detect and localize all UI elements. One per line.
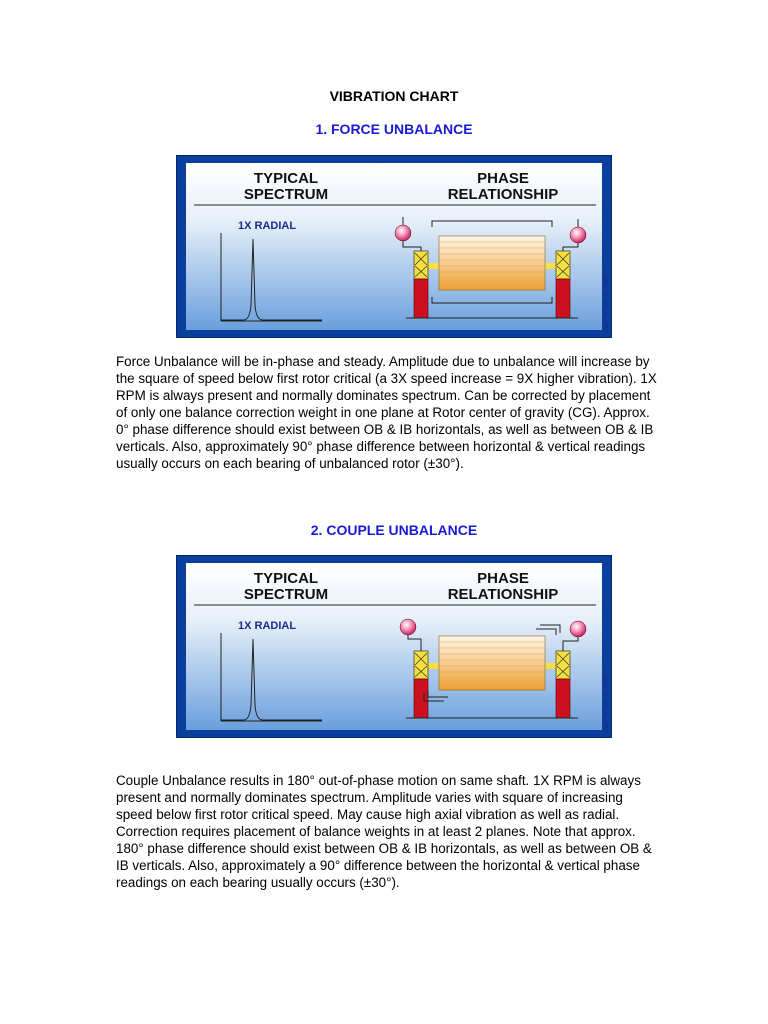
sensor-left: [400, 619, 416, 635]
copyright-mark: COPYRIGHT © 2001: [604, 276, 610, 333]
force-unbalance-figure: [176, 155, 612, 338]
phase-heading-line2: RELATIONSHIP: [447, 186, 559, 203]
phase-heading-line2: RELATIONSHIP: [447, 586, 559, 603]
spectrum-label: 1X RADIAL: [238, 220, 297, 232]
force-unbalance-description: Force Unbalance will be in-phase and steady. Amplitude due to unbalance will increase by the square of speed below first rotor critical (a 3X speed increase = 9X higher vibration). 1X RPM is always present and normally dominates spectrum. Can be corrected by placement of only one balance correction weight in one plane at Rotor center of gravity (CG). Approx. 0° phase difference should exist between OB & IB horizontals, as well as between OB & IB verticals. Also, approximately 90° phase difference between horizontal & vertical readings usually occurs on each bearing of unbalanced rotor (±30°).: [116, 354, 657, 471]
document-title: VIBRATION CHART: [329, 88, 459, 104]
bearing-right: [556, 251, 570, 279]
pedestal-right: [556, 279, 570, 318]
sensor-left: [395, 225, 411, 241]
rotor: [439, 636, 545, 690]
sensor-right: [570, 621, 586, 637]
spectrum-heading-line1: TYPICAL: [253, 570, 319, 587]
phase-heading-line1: PHASE: [477, 570, 529, 587]
sensor-right: [570, 227, 586, 243]
pedestal-left: [414, 279, 428, 318]
couple-unbalance-figure: [176, 555, 612, 738]
section-heading-couple-unbalance: 2. COUPLE UNBALANCE: [310, 522, 478, 538]
bearing-right: [556, 651, 570, 679]
spectrum-label: 1X RADIAL: [238, 620, 297, 632]
rotor: [439, 236, 545, 290]
phase-heading-line1: PHASE: [477, 170, 529, 187]
copyright-mark: COPYRIGHT © 2001: [604, 676, 610, 733]
bearing-left: [414, 651, 428, 679]
bearing-left: [414, 251, 428, 279]
spectrum-heading-line2: SPECTRUM: [243, 586, 329, 603]
spectrum-heading-line2: SPECTRUM: [243, 186, 329, 203]
couple-unbalance-description: Couple Unbalance results in 180° out-of-phase motion on same shaft. 1X RPM is always present and normally dominates spectrum. Amplitude varies with square of increasing speed below first rotor critical speed. May cause high axial vibration as well as radial. Correction requires placement of balance weights in at least 2 planes. Note that approx. 180° phase difference should exist between OB & IB horizontals, as well as between OB & IB verticals. Also, approximately a 90° difference between the horizontal & vertical phase readings on each bearing usually occurs (±30°).: [116, 773, 652, 890]
spectrum-heading-line1: TYPICAL: [253, 170, 319, 187]
pedestal-left: [414, 679, 428, 718]
pedestal-right: [556, 679, 570, 718]
section-heading-force-unbalance: 1. FORCE UNBALANCE: [315, 121, 473, 137]
